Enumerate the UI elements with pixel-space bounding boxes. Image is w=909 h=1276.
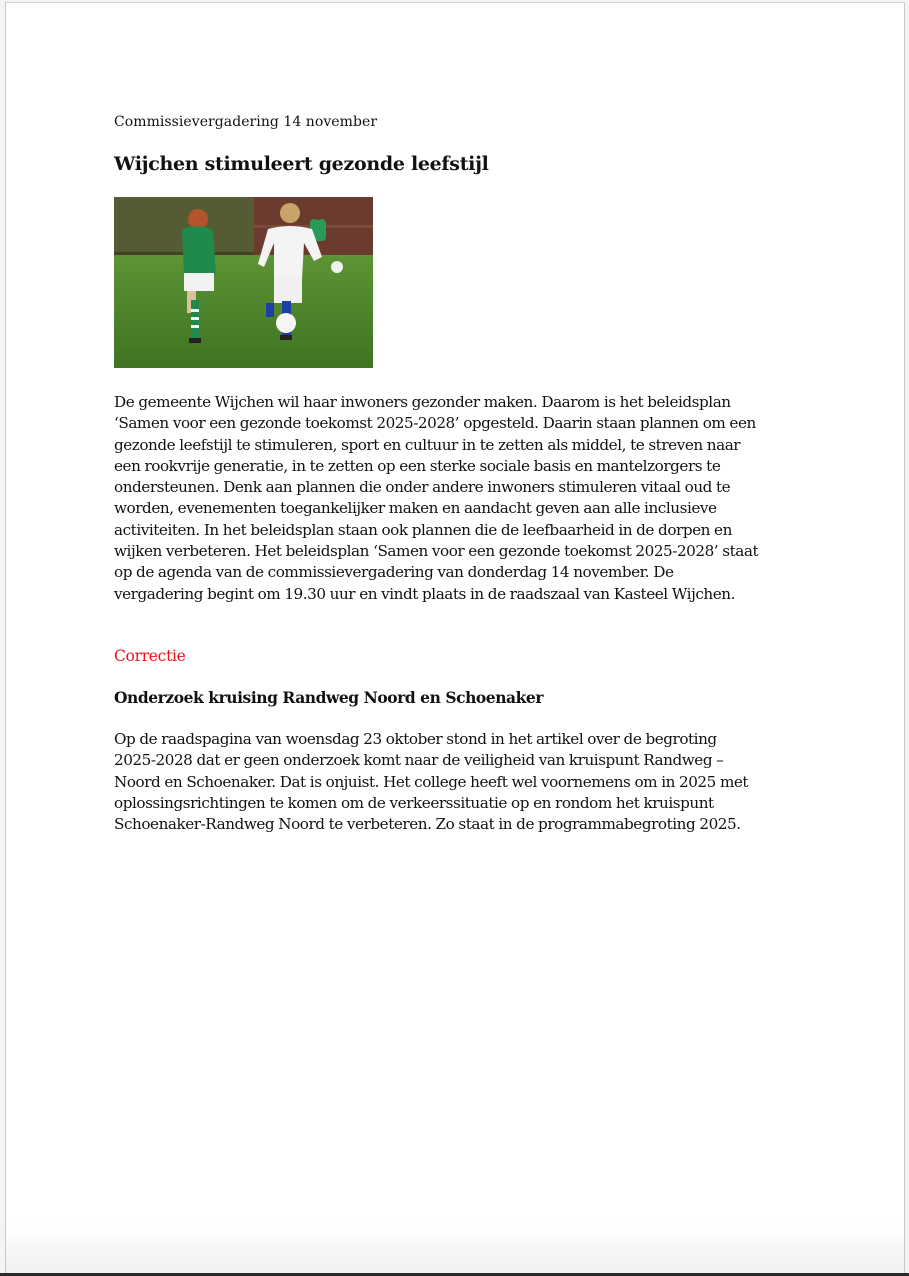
correction-line: oplossingsrichtingen te komen om de verkeerssituatie op en rondom het kruispunt xyxy=(114,793,714,812)
correction-line: Schoenaker-Randweg Noord te verbeteren. Zo staat in de programmabegroting 2025. xyxy=(114,815,741,834)
article-line: een rookvrije generatie, in te zetten op een sterke sociale basis en mantelzorgers te xyxy=(114,456,721,475)
correction-heading: Onderzoek kruising Randweg Noord en Schoenaker xyxy=(114,687,544,707)
article-line: vergadering begint om 19.30 uur en vindt plaats in de raadszaal van Kasteel Wijchen. xyxy=(114,584,735,603)
correction-line: Noord en Schoenaker. Dat is onjuist. Het college heeft wel voornemens om in 2025 met xyxy=(114,772,749,791)
article-line: activiteiten. In het beleidsplan staan ook plannen die de leefbaarheid in de dorpen en xyxy=(114,520,732,539)
article-title: Wijchen stimuleert gezonde leefstijl xyxy=(114,153,489,175)
article-line: worden, evenementen toegankelijker maken en aandacht geven aan alle inclusieve xyxy=(114,499,717,518)
correction-line: 2025-2028 dat er geen onderzoek komt naar de veiligheid van kruispunt Randweg – xyxy=(114,751,724,770)
article-line: op de agenda van de commissievergadering van donderdag 14 november. De xyxy=(114,563,674,582)
article-line: gezonde leefstijl te stimuleren, sport en cultuur in te zetten als middel, te streven naar xyxy=(114,435,741,454)
article-line: wijken verbeteren. Het beleidsplan ‘Samen voor een gezonde toekomst 2025-2028’ staat xyxy=(114,542,759,561)
article-body xyxy=(114,392,814,605)
meeting-subtitle: Commissievergadering 14 november xyxy=(114,114,378,130)
document-page xyxy=(5,2,905,1273)
correction-line: Op de raadspagina van woensdag 23 oktober stond in het artikel over de begroting xyxy=(114,729,717,748)
document-content xyxy=(114,111,814,835)
article-line: ‘Samen voor een gezonde toekomst 2025-2028’ opgesteld. Daarin staan plannen om een xyxy=(114,414,756,433)
correction-body xyxy=(114,729,814,835)
article-line: ondersteunen. Denk aan plannen die onder andere inwoners stimuleren vitaal oud te xyxy=(114,478,731,497)
article-line: De gemeente Wijchen wil haar inwoners gezonder maken. Daarom is het beleidsplan xyxy=(114,393,731,411)
article-photo xyxy=(114,197,373,368)
correction-label: Correctie xyxy=(114,646,186,665)
football-kids-image xyxy=(114,197,373,368)
